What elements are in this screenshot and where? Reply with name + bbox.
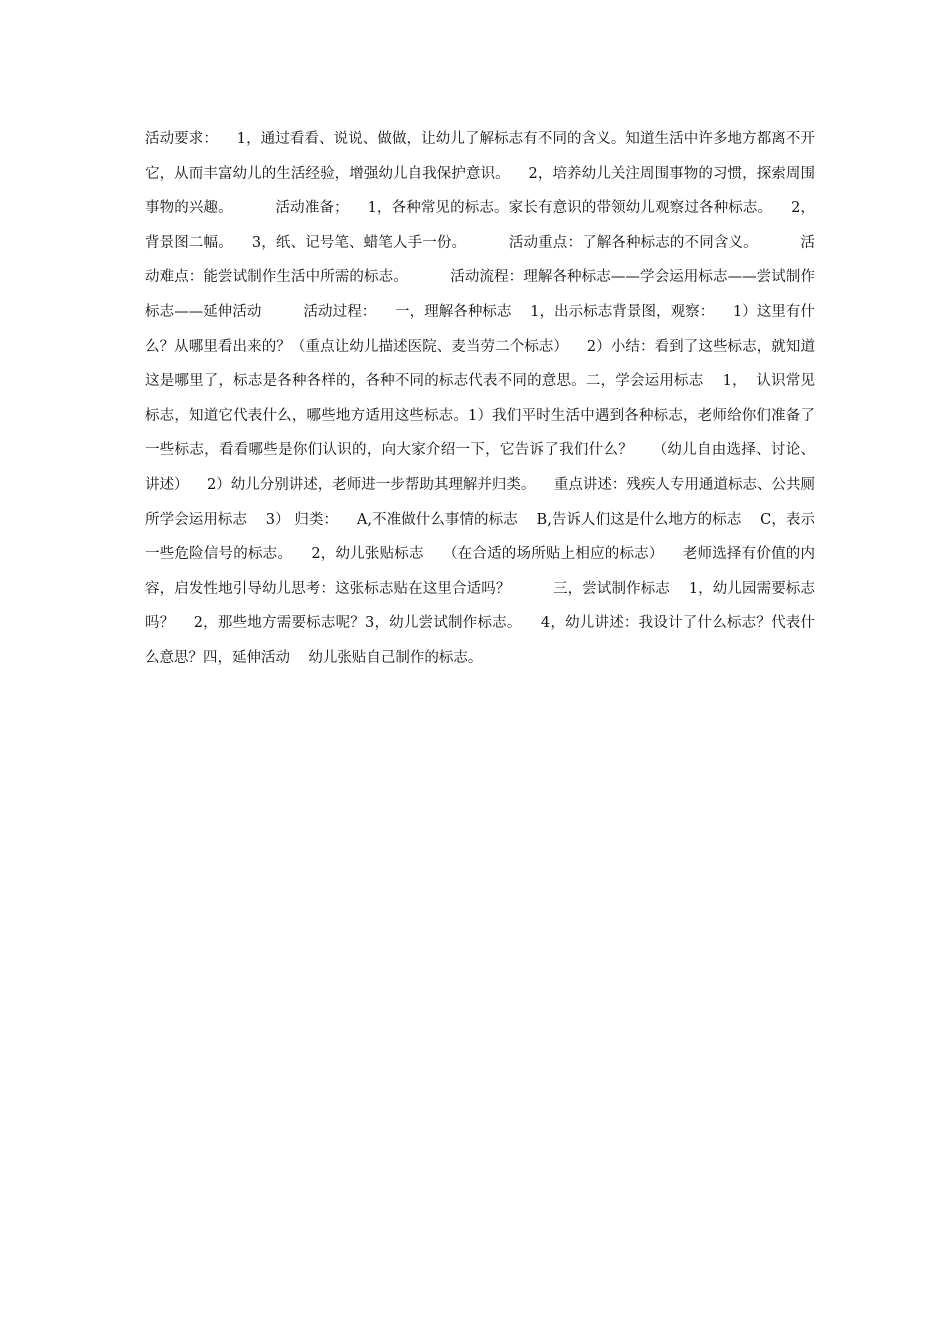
body-paragraph: 活动要求： 1，通过看看、说说、做做，让幼儿了解标志有不同的含义。知道生活中许多地方都离不开它，从而丰富幼儿的生活经验，增强幼儿自我保护意识。 2，培养幼儿关注周围事物的习惯，探索周围事物的兴趣。 活动准备； 1，各种常见的标志。家长有意识的带领幼儿观察过各种标志。 2，背景图二幅。 3，纸、记号笔、蜡笔人手一份。 活动重点：了解各种标志的不同含义。 活动难点：能尝试制作生活中所需的标志。 活动流程：理解各种标志——学会运用标志——尝试制作标志——延伸活动 活动过程： 一，理解各种标志 1，出示标志背景图，观察： 1）这里有什么？从哪里看出来的？（重点让幼儿描述医院、麦当劳二个标志） 2）小结：看到了这些标志，就知道这是哪里了，标志是各种各样的，各种不同的标志代表不同的意思。二，学会运用标志 1， 认识常见标志，知道它代表什么，哪些地方适用这些标志。1）我们平时生活中遇到各种标志，老师给你们准备了一些标志，看看哪些是你们认识的，向大家介绍一下，它告诉了我们什么？ （幼儿自由选择、讨论、讲述） 2）幼儿分别讲述，老师进一步帮助其理解并归类。 重点讲述：残疾人专用通道标志、公共厕所学会运用标志 3） 归类： A,不准做什么事情的标志 B,告诉人们这是什么地方的标志 C，表示一些危险信号的标志。 2，幼儿张贴标志 （在合适的场所贴上相应的标志） 老师选择有价值的内容，启发性地引导幼儿思考：这张标志贴在这里合适吗？ 三，尝试制作标志 1，幼儿园需要标志吗？ 2，那些地方需要标志呢？3，幼儿尝试制作标志。 4，幼儿讲述：我设计了什么标志？代表什么意思？四，延伸活动 幼儿张贴自己制作的标志。 <box>145 131 815 666</box>
